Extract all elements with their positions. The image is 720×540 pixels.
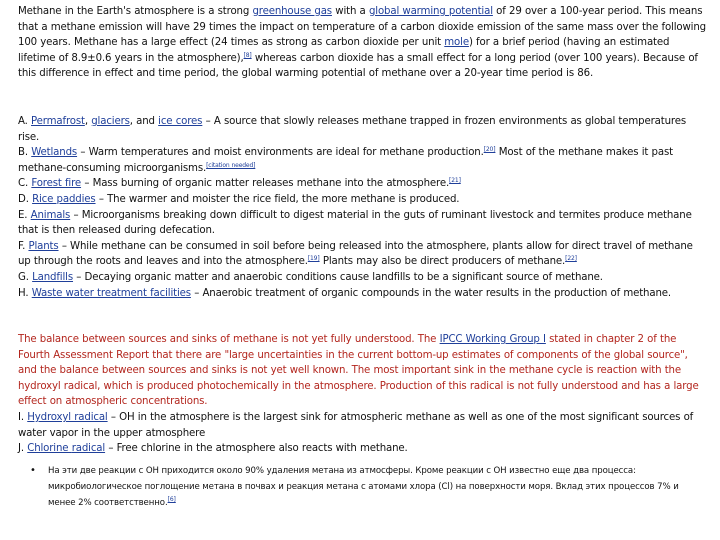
- citation-link[interactable]: [19]: [307, 255, 320, 263]
- link-ipcc-working-group[interactable]: IPCC Working Group I: [439, 334, 546, 345]
- link-plants[interactable]: Plants: [28, 240, 59, 252]
- item-text: – A source that slowly releases methane trapped in frozen environments as global temperatures rise.: [18, 116, 686, 143]
- item-letter: D.: [18, 193, 33, 205]
- source-item-h: [18, 286, 708, 302]
- link-wetlands[interactable]: Wetlands: [31, 147, 78, 159]
- citation-19[interactable]: [308, 255, 320, 262]
- item-text: – Warm temperatures and moist environments are ideal for methane production.: [77, 147, 484, 159]
- item-text: Most of the methane makes it past methane-consuming microorganisms.: [18, 147, 673, 174]
- item-text: – OH in the atmosphere is the largest sink for atmospheric methane as well as one of the most significant sources of water vapor in the upper atmosphere: [18, 411, 694, 439]
- balance-text: The balance between sources and sinks of methane is not yet fully understood. The: [18, 334, 440, 345]
- source-item-a: [18, 114, 708, 145]
- source-item-d: [18, 192, 708, 208]
- source-item-c: [18, 176, 708, 192]
- citation-link[interactable]: [6]: [167, 496, 176, 503]
- methane-sinks-section: [18, 332, 708, 457]
- intro-text: of 29 over a 100-year period. This means that a methane emission will have 29 times the impact on temperature of a carbon dioxide emission of the same mass over the following 100 years. Methane has a large effect (24 times as strong as carbon dioxide per unit: [18, 6, 706, 49]
- sink-item-j: [18, 441, 708, 457]
- separator: ,: [84, 116, 92, 127]
- intro-text: with a: [331, 6, 369, 17]
- citation-link[interactable]: [8]: [243, 51, 252, 59]
- methane-sources-list: [18, 114, 708, 301]
- link-animals[interactable]: Animals: [30, 209, 71, 221]
- link-forest-fire[interactable]: Forest fire: [31, 178, 82, 190]
- item-letter: H.: [18, 287, 32, 299]
- link-hydroxyl-radical[interactable]: Hydroxyl radical: [27, 411, 108, 423]
- item-letter: I.: [18, 411, 28, 423]
- source-item-b: [18, 145, 708, 176]
- citation-link[interactable]: [22]: [565, 255, 577, 263]
- russian-bullet: [30, 463, 690, 511]
- citation-8[interactable]: [244, 52, 252, 59]
- bullet-paragraph: [48, 463, 690, 511]
- citation-6[interactable]: [168, 496, 176, 503]
- balance-text: stated in chapter 2 of the Fourth Assessment Report that there are "large uncertainties in the current bottom-up estimates of components of the global source", and the balance between sources and sinks is not yet well known. The most important sink in the methane cycle is reaction with the hydroxyl radical, which is produced photochemically in the atmosphere. Production of this radical is not fully understood and has a large effect on atmospheric concentrations.: [18, 334, 699, 408]
- link-ice-cores[interactable]: ice cores: [158, 116, 203, 127]
- item-letter: B.: [18, 147, 32, 159]
- item-text: – While methane can be consumed in soil before being released into the atmosphere, plants allow for direct travel of methane up through the roots and leaves and into the atmosphere.: [18, 240, 693, 268]
- citation-link[interactable]: [21]: [449, 177, 461, 185]
- citation-link[interactable]: [citation needed]: [206, 161, 256, 169]
- citation-22[interactable]: [565, 255, 577, 262]
- balance-paragraph: [18, 332, 708, 410]
- link-landfills[interactable]: Landfills: [32, 271, 74, 283]
- source-item-f: [18, 239, 708, 270]
- item-letter: G.: [18, 271, 33, 283]
- item-text: Plants may also be direct producers of methane.: [319, 256, 566, 268]
- link-permafrost[interactable]: Permafrost: [31, 116, 85, 127]
- link-waste-water-treatment[interactable]: Waste water treatment facilities: [31, 287, 191, 299]
- link-glaciers[interactable]: glaciers: [91, 116, 130, 127]
- item-text: – The warmer and moister the rice field, the more methane is produced.: [95, 193, 460, 205]
- link-global-warming-potential[interactable]: global warming potential: [368, 6, 493, 17]
- item-text: – Decaying organic matter and anaerobic conditions cause landfills to be a significant source of methane.: [73, 271, 603, 283]
- source-item-g: [18, 270, 708, 286]
- separator: , and: [129, 116, 159, 127]
- item-letter: C.: [18, 178, 32, 190]
- intro-text: Methane in the Earth's atmosphere is a strong: [18, 6, 253, 17]
- link-greenhouse-gas[interactable]: greenhouse gas: [252, 6, 332, 17]
- item-text: – Anaerobic treatment of organic compounds in the water results in the production of methane.: [190, 287, 671, 299]
- link-chlorine[interactable]: Chlorine: [27, 443, 72, 455]
- citation-21[interactable]: [449, 177, 461, 184]
- item-letter: F.: [18, 240, 29, 252]
- intro-paragraph: [18, 4, 708, 82]
- intro-text: whereas carbon dioxide has a small effect for a long period (over 100 years). Because of this difference in effect and time period, the global warming potential of methane over a 20-year time period is 86.: [18, 52, 698, 80]
- link-mole[interactable]: mole: [444, 37, 469, 49]
- citation-link[interactable]: [20]: [483, 146, 496, 154]
- link-rice-paddies[interactable]: Rice paddies: [32, 193, 96, 205]
- intro-text: ) for a brief period (having an estimated lifetime of 8.9±0.6 years in the atmosphere),: [18, 37, 670, 64]
- bullet-text: На эти две реакции с OH приходится около 90% удаления метана из атмосферы. Кроме реакции с OH известно еще два процесса: микробиологическое поглощение метана в почвах и реакция метана с атомами хлора (Cl) на поверхности моря. Вклад этих процессов 7% и менее 2% соответственно.: [48, 466, 679, 508]
- item-letter: J.: [18, 443, 28, 455]
- item-text: – Free chlorine in the atmosphere also reacts with methane.: [105, 443, 408, 455]
- source-item-e: [18, 208, 708, 239]
- bullet-icon: •: [30, 465, 36, 476]
- item-text: – Microorganisms breaking down difficult to digest material in the guts of ruminant livestock and termites produce methane that is then released during defecation.: [18, 209, 692, 237]
- sink-item-i: [18, 410, 708, 441]
- item-letter: A.: [18, 116, 32, 127]
- citation-20[interactable]: [484, 146, 496, 153]
- link-radical[interactable]: radical: [71, 443, 106, 455]
- citation-needed[interactable]: [206, 162, 255, 169]
- item-letter: E.: [18, 209, 31, 221]
- item-text: – Mass burning of organic matter releases methane into the atmosphere.: [81, 178, 450, 190]
